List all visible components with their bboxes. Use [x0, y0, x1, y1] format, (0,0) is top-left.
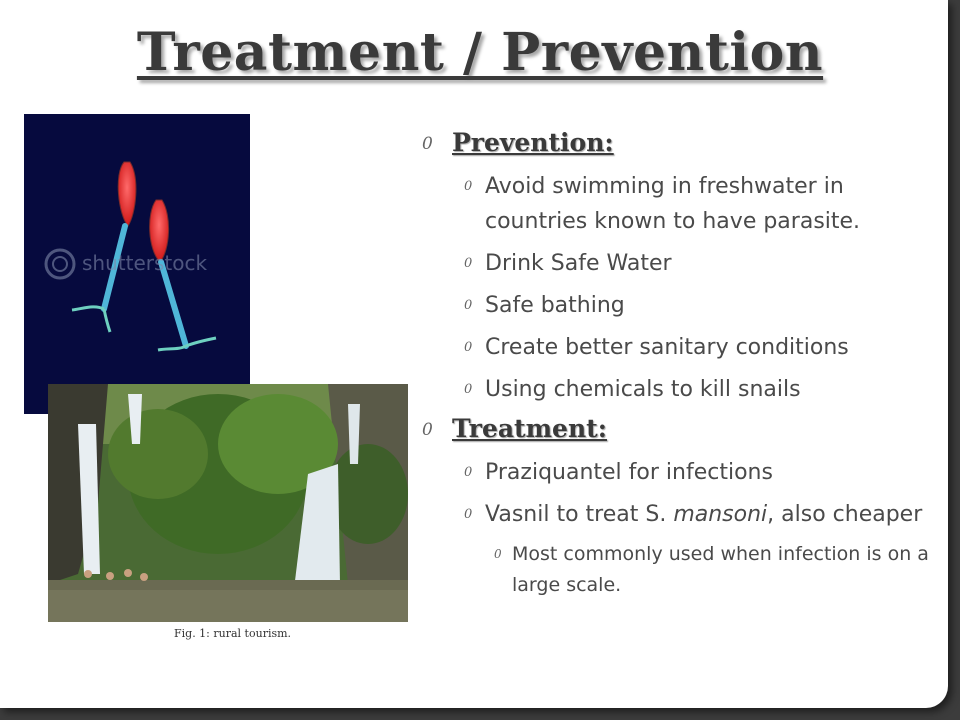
figure-caption: Fig. 1: rural tourism.	[174, 627, 292, 640]
treatment-item-text-end: , also cheaper	[767, 502, 923, 527]
list-sub-item	[422, 539, 942, 601]
treatment-heading	[422, 414, 942, 443]
prevention-heading-text: Prevention:	[452, 128, 614, 157]
bullet-marker: 0	[464, 256, 473, 271]
prevention-item-text: Safe bathing	[485, 293, 625, 318]
treatment-sub-item-text: Most commonly used when infection is on a large scale.	[512, 543, 929, 596]
list-item	[422, 246, 942, 281]
prevention-item-text: Avoid swimming in freshwater in countries known to have parasite.	[485, 174, 861, 234]
prevention-item-text: Drink Safe Water	[485, 251, 672, 276]
bullet-marker: 0	[464, 298, 473, 313]
parasite-image	[24, 114, 250, 414]
list-item	[422, 372, 942, 407]
treatment-item-text-start: Vasnil to treat S.	[485, 502, 674, 527]
prevention-item-text: Create better sanitary conditions	[485, 335, 849, 360]
prevention-heading	[422, 128, 942, 157]
schistosoma-illustration	[24, 114, 250, 414]
bullet-marker: 0	[422, 134, 433, 154]
bullet-marker: 0	[464, 382, 473, 397]
waterfall-photo	[48, 384, 408, 622]
bullet-marker: 0	[422, 420, 433, 440]
waterfall-illustration	[48, 384, 408, 622]
list-item	[422, 497, 942, 532]
bullet-marker: 0	[464, 465, 473, 480]
bullet-list	[422, 128, 942, 601]
treatment-item-text	[485, 502, 922, 527]
prevention-item-text: Using chemicals to kill snails	[485, 377, 801, 402]
bullet-marker: 0	[464, 507, 473, 522]
treatment-item-text: Praziquantel for infections	[485, 460, 773, 485]
treatment-heading-text: Treatment:	[452, 414, 607, 443]
bullet-marker: 0	[464, 340, 473, 355]
slide-title: Treatment / Prevention	[136, 22, 824, 83]
species-name: mansoni	[673, 502, 768, 527]
watermark-text: shutterstock	[82, 251, 208, 275]
list-item	[422, 169, 942, 239]
list-item	[422, 455, 942, 490]
list-item	[422, 288, 942, 323]
bullet-marker: 0	[494, 547, 502, 561]
bullet-marker: 0	[464, 179, 473, 194]
list-item	[422, 330, 942, 365]
